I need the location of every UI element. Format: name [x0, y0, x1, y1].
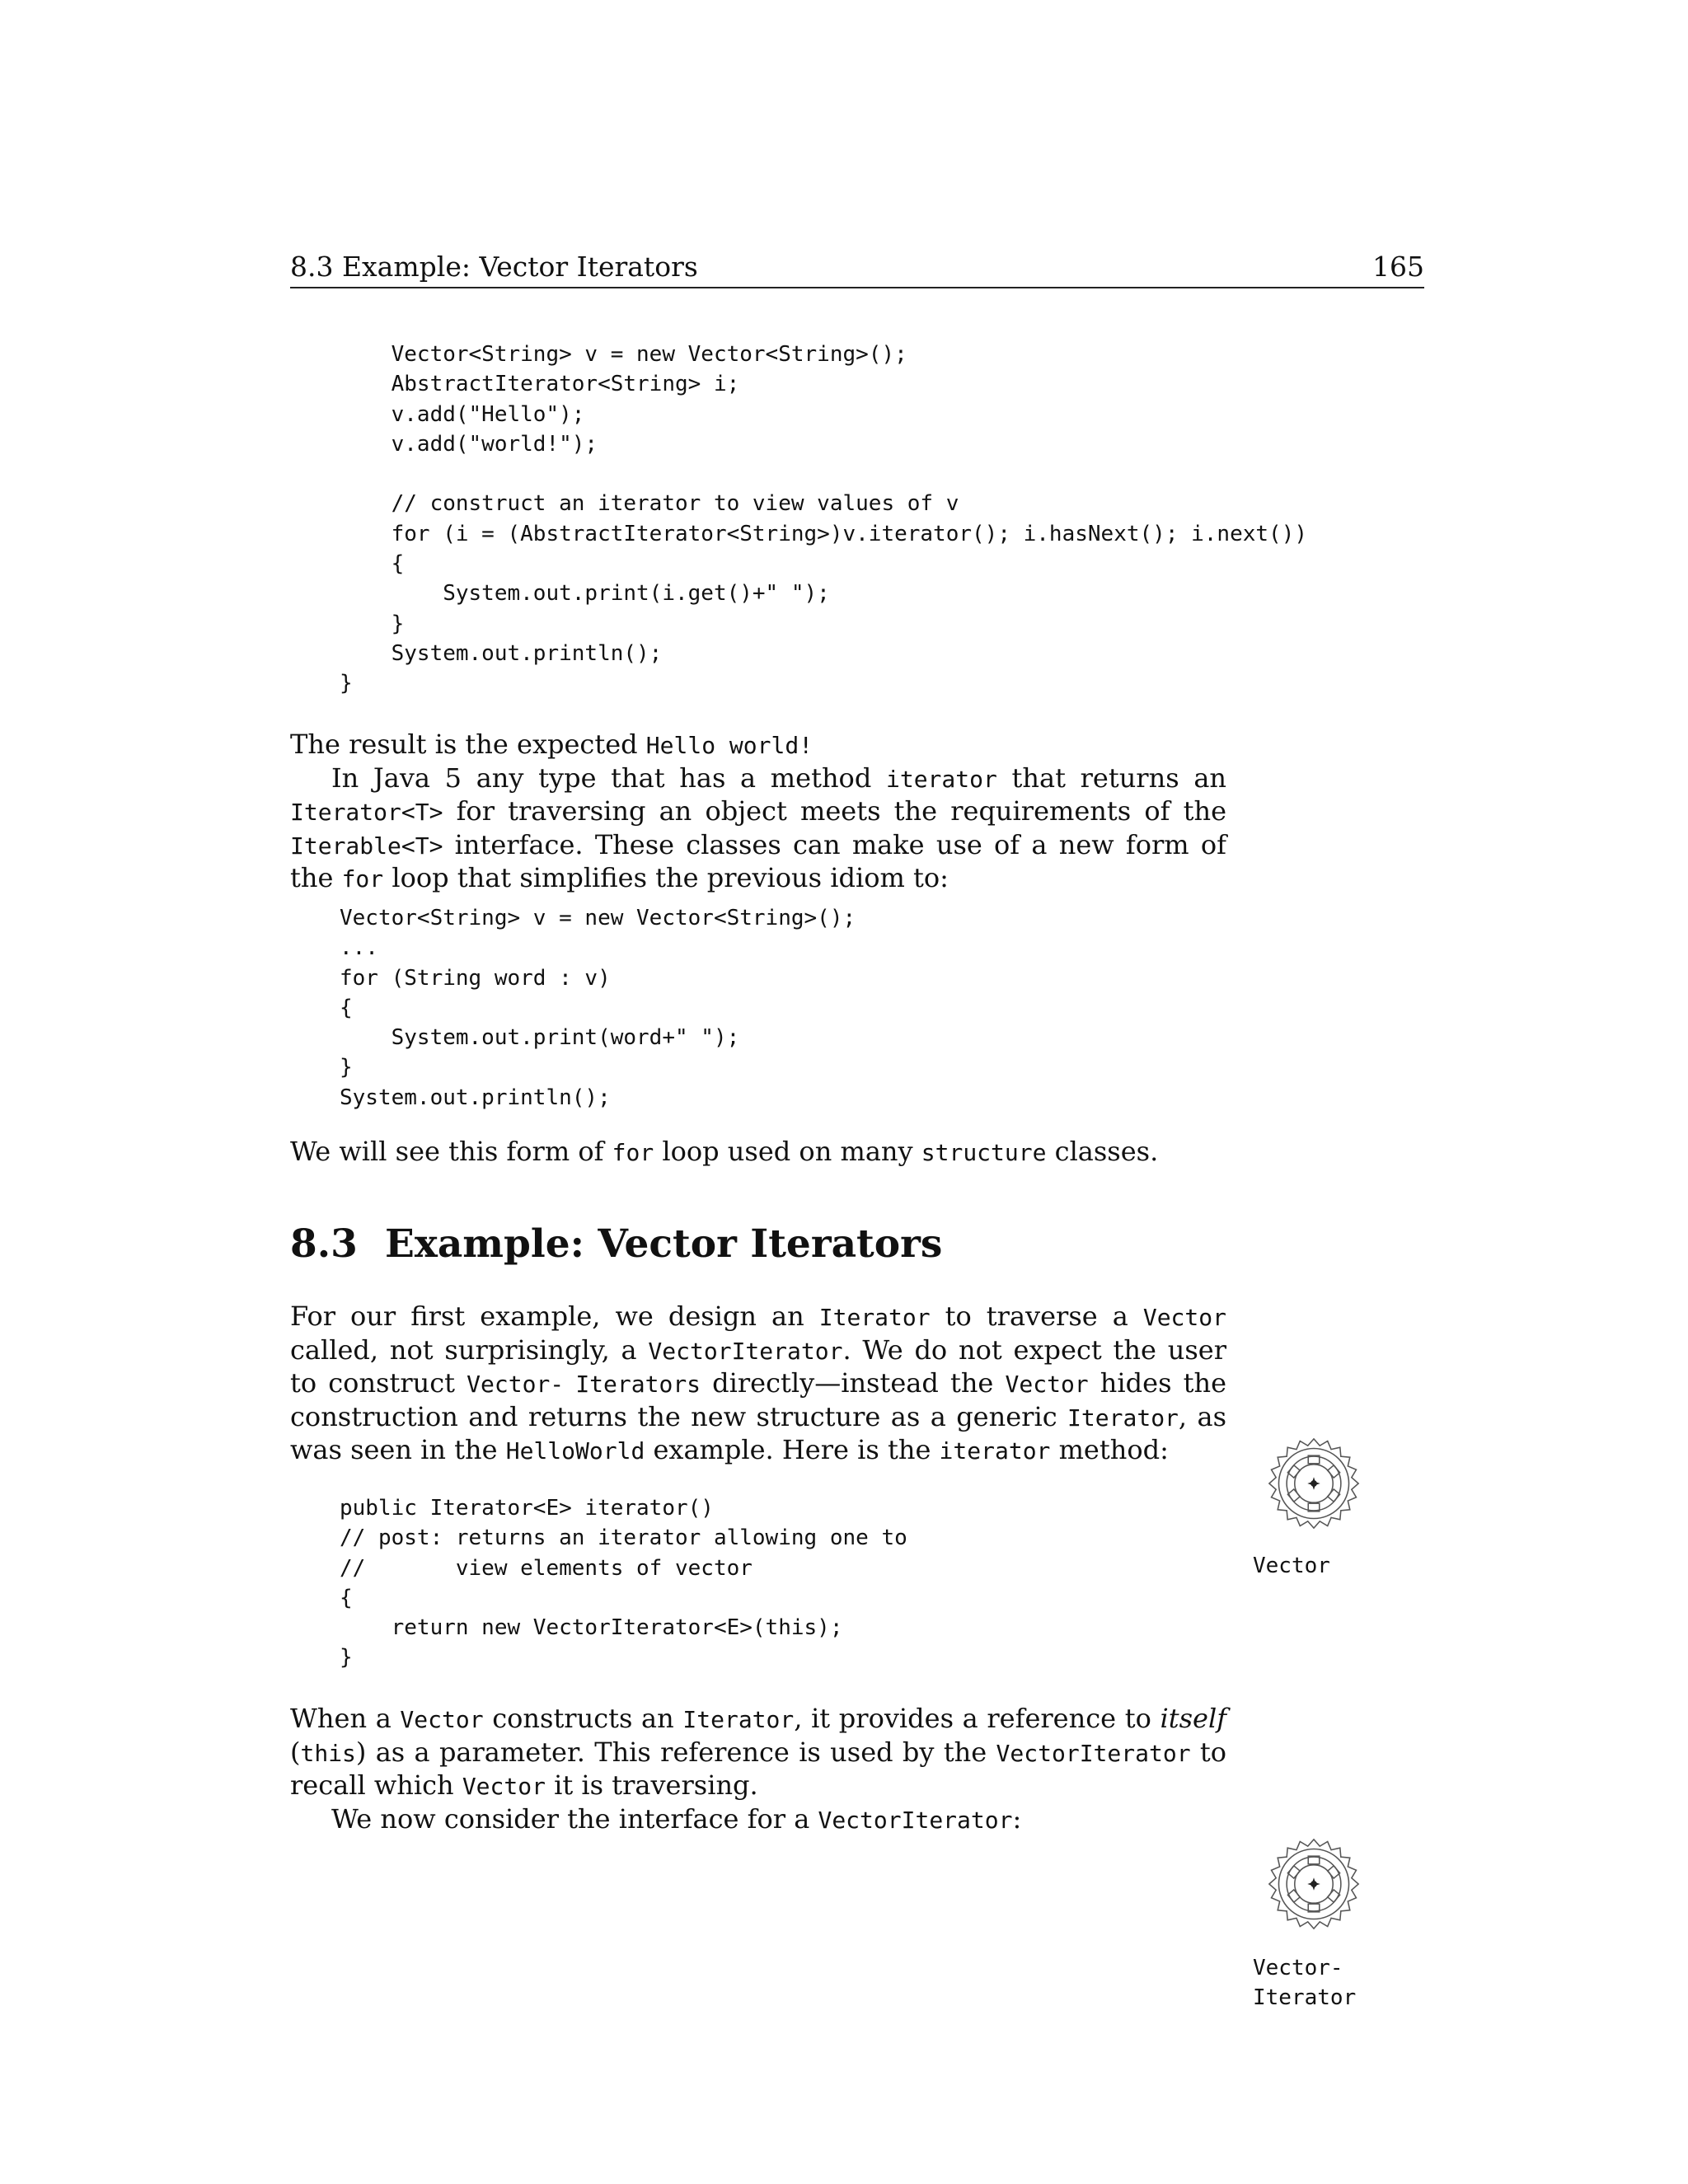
section-title: Example: Vector Iterators — [385, 1221, 943, 1267]
margin-note-vector: Vector — [1253, 1554, 1330, 1578]
paragraph-foreach-intro — [290, 729, 1226, 896]
code-listing-iterator-method: public Iterator<E> iterator() // post: returns an iterator allowing one to // view elements of vector { return new VectorIterator<E>(this); } — [340, 1496, 907, 1671]
section-number: 8.3 — [290, 1221, 358, 1267]
paragraph-foreach-usage: We will see this form of for loop used on many structure classes. — [290, 1136, 1159, 1167]
java5-paragraph: In Java 5 any type that has a method iterator that returns an Iterator<T> for traversing an object meets the requirements of the Iterable<T> interface. These classes can make use of a new form of the for loop that simplifies the previous idiom to: — [290, 762, 1227, 893]
section-heading — [290, 1221, 942, 1267]
margin-note-vector-iterator: Vector- Iterator — [1253, 1956, 1357, 2010]
gear-seal-icon — [1266, 1436, 1362, 1531]
paragraph-vector-iterator-intro: For our first example, we design an Iterator to traverse a Vector called, not surprisingly, a VectorIterator. We do not expect the user to construct Vector- Iterators directly—instead the Vector hides the construction and returns the new structure as a generic Iterator, as was seen in the HelloWorld example. Here is the iterator method: — [290, 1301, 1227, 1465]
result-line: The result is the expected Hello world! — [290, 729, 814, 760]
running-header — [290, 251, 1424, 288]
code-listing-iterator-loop: Vector<String> v = new Vector<String>(); AbstractIterator<String> i; v.add("Hello"); v.add("world!"); // construct an iterator to view values of v for (i = (AbstractIterator<String>)v.iterator(); i.hasNext(); i.next()) { System.out.print(i.get()+" "); } System.out.println(); } — [340, 342, 1307, 696]
running-title: 8.3 Example: Vector Iterators — [290, 251, 698, 283]
gear-seal-icon — [1266, 1836, 1362, 1932]
page-number: 165 — [1372, 251, 1424, 283]
code-listing-foreach: Vector<String> v = new Vector<String>(); ... for (String word : v) { System.out.print(word+" "); } System.out.println(); — [340, 906, 856, 1110]
paragraph-vector-reference: When a Vector constructs an Iterator, it provides a reference to itself (this) as a parameter. This reference is used by the VectorIterator to recall which Vector it is traversing. We now consider the interface for a VectorIterator: — [290, 1703, 1227, 1835]
